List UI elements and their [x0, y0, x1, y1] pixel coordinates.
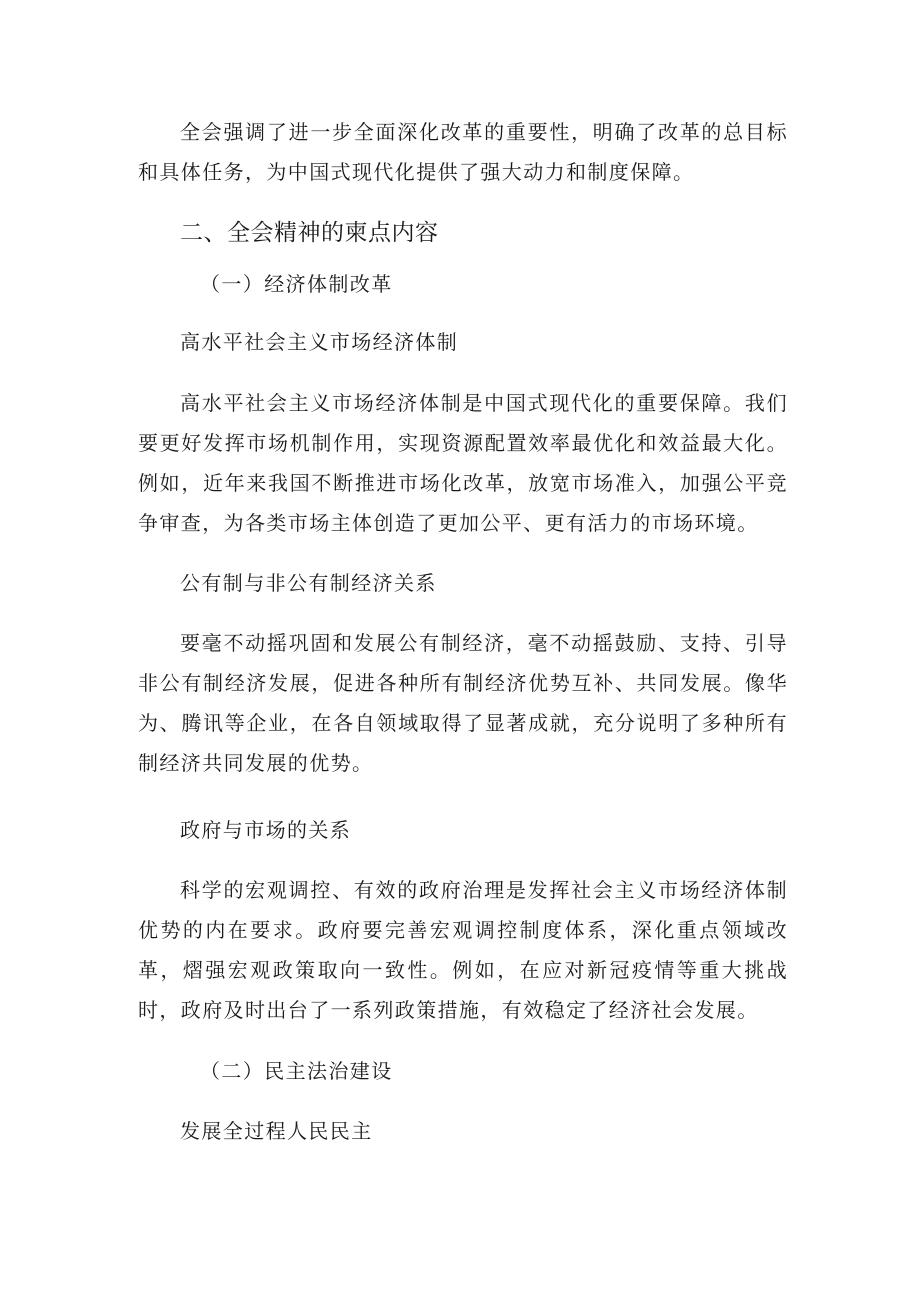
intro-paragraph: 全会强调了进一步全面深化改革的重要性，明确了改革的总目标和具体任务，为中国式现代化提供了强大动力和制度保障。 — [138, 120, 788, 184]
topic-heading-ownership: 公有制与非公有制经济关系 — [180, 571, 437, 595]
topic-paragraph-government-market: 科学的宏观调控、有效的政府治理是发挥社会主义市场经济体制优势的内在要求。政府要完善宏观调控制度体系，深化重点领域改革，熠强宏观政策取向一致性。例如，在应对新冠疫情等重大挑战时，政府及时出台了一系列政策措施，有效稳定了经济社会发展。 — [138, 878, 788, 1022]
topic-paragraph-market-economy: 高水平社会主义市场经济体制是中国式现代化的重要保障。我们要更好发挥市场机制作用，实现资源配置效率最优化和效益最大化。例如，近年来我国不断推进市场化改革，放宽市场准入，加强公平竞争审查，为各类市场主体创造了更加公平、更有活力的市场环境。 — [138, 391, 788, 535]
topic-heading-government-market: 政府与市场的关系 — [180, 818, 352, 842]
topic-heading-market-economy: 高水平社会主义市场经济体制 — [180, 330, 459, 354]
section-heading-2: 二、全会精神的柬点内容 — [180, 220, 439, 246]
subsection-heading-2: （二）民主法治建设 — [200, 1059, 393, 1083]
subsection-heading-1: （一）经济体制改革 — [200, 272, 393, 296]
topic-heading-democracy: 发展全过程人民民主 — [180, 1119, 373, 1143]
topic-paragraph-ownership: 要毫不动摇巩固和发展公有制经济，毫不动摇鼓励、支持、引导非公有制经济发展，促进各种所有制经济优势互补、共同发展。像华为、腾讯等企业，在各自领域取得了显著成就，充分说明了多种所有制经济共同发展的优势。 — [138, 631, 788, 775]
